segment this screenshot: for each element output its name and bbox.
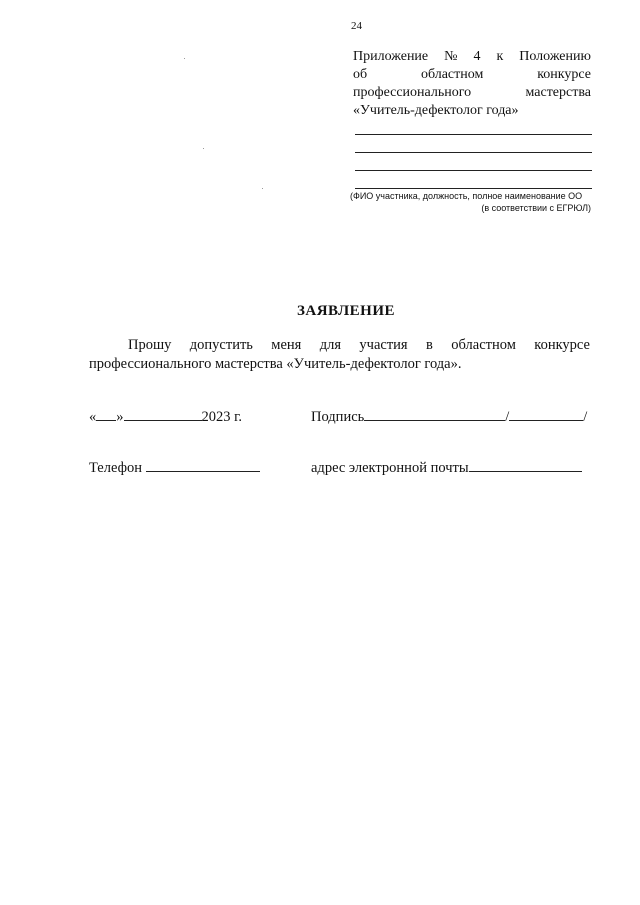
body-word: конкурсе <box>534 337 590 353</box>
participant-fill-line-3[interactable] <box>355 170 592 171</box>
body-line-2: профессионального мастерства «Учитель-дефектолог года». <box>89 356 462 372</box>
body-word: Прошу <box>128 337 172 353</box>
annex-word: областном <box>420 67 484 82</box>
day-blank[interactable] <box>96 406 116 421</box>
quote-open: « <box>89 409 97 425</box>
annex-word: № <box>444 49 458 64</box>
email-blank[interactable] <box>469 457 582 472</box>
quote-close: » <box>116 409 124 425</box>
annex-line-1 <box>353 48 591 66</box>
email-field <box>311 457 582 477</box>
body-line-1 <box>128 337 590 354</box>
annex-word: к <box>496 49 504 64</box>
participant-fill-line-2[interactable] <box>355 152 592 153</box>
body-word: допустить <box>189 337 253 353</box>
annex-header <box>353 48 591 120</box>
page-number: 24 <box>351 20 362 32</box>
slash: / <box>505 409 510 425</box>
body-word: участия <box>359 337 408 353</box>
year-label: 2023 г. <box>201 409 243 425</box>
signature-field <box>311 406 587 426</box>
phone-label: Телефон <box>89 460 142 476</box>
slash: / <box>583 409 588 425</box>
annex-word: об <box>353 67 368 82</box>
annex-word: конкурсе <box>537 67 591 82</box>
body-word: для <box>319 337 342 353</box>
scan-speck <box>184 58 185 59</box>
annex-word: Приложение <box>353 49 429 64</box>
participant-fill-line-4[interactable] <box>355 188 592 189</box>
participant-caption-line-2: (в соответствии с ЕГРЮЛ) <box>481 203 591 213</box>
month-blank[interactable] <box>124 406 202 421</box>
document-title: ЗАЯВЛЕНИЕ <box>296 303 396 319</box>
annex-word: 4 <box>473 49 481 64</box>
annex-word: профессионального <box>353 85 472 100</box>
annex-line-3 <box>353 84 591 102</box>
date-field <box>89 406 242 426</box>
scan-speck <box>203 148 204 149</box>
signature-label: Подпись <box>311 409 365 425</box>
phone-blank[interactable] <box>146 457 260 472</box>
email-label: адрес электронной почты <box>311 460 469 476</box>
body-word: меня <box>271 337 302 353</box>
phone-field <box>89 457 260 477</box>
body-word: областном <box>451 337 516 353</box>
body-word: в <box>426 337 433 353</box>
scan-speck <box>262 188 263 189</box>
participant-fill-line-1[interactable] <box>355 134 592 135</box>
participant-caption-line-1: (ФИО участника, должность, полное наименование ОО <box>350 191 583 201</box>
annex-word: Положению <box>519 49 591 64</box>
annex-line-4: «Учитель-дефектолог года» <box>353 103 519 118</box>
signature-name-blank[interactable] <box>509 406 583 421</box>
annex-word: мастерства <box>525 85 591 100</box>
signature-blank[interactable] <box>364 406 505 421</box>
annex-line-2 <box>353 66 591 84</box>
